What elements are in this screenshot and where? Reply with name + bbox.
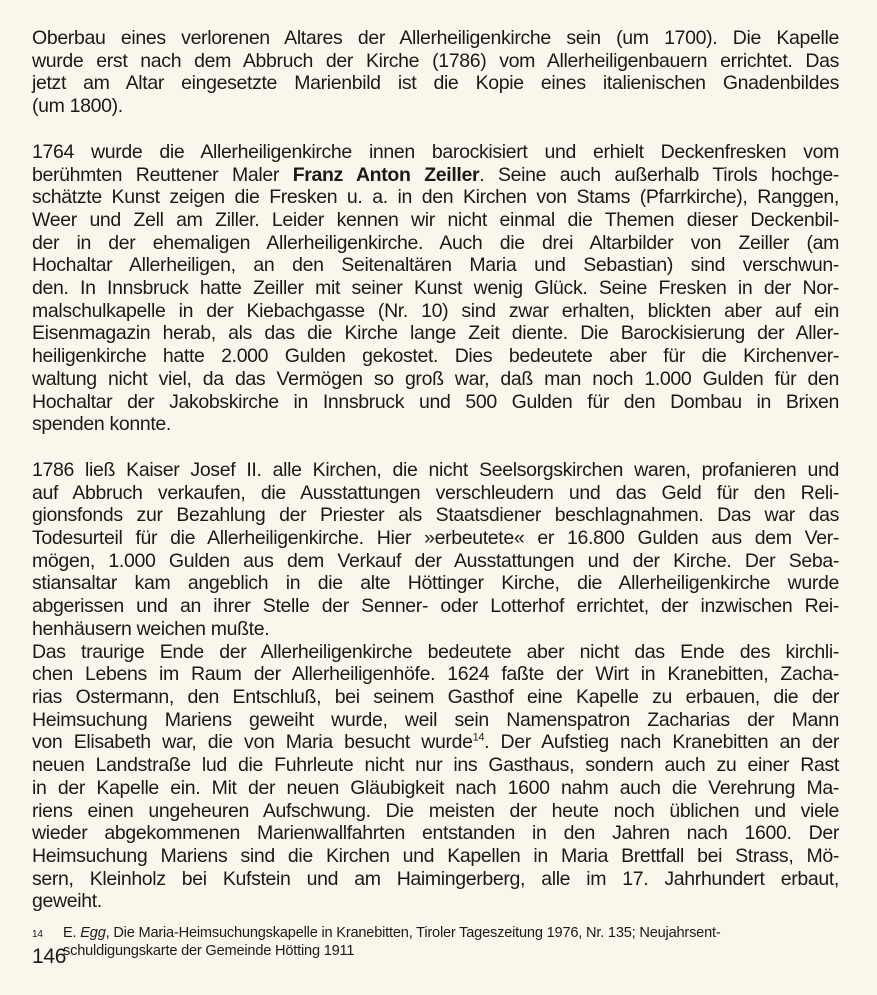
text-line: Hochaltar Allerheiligen, an den Seitenaltären Maria und Sebastian) sind verschwun- (32, 254, 839, 277)
text-line: den. In Innsbruck hatte Zeiller mit seiner Kunst wenig Glück. Seine Fresken in der Nor- (32, 277, 839, 300)
text-line: geweiht. (32, 890, 102, 913)
text-run: von Elisabeth war, die von Maria besucht wurde (32, 731, 473, 754)
text-line: auf Abbruch verkaufen, die Ausstattungen verschleudern und das Geld für den Reli- (32, 481, 839, 504)
artist-name-bold: Franz Anton Zeiller (292, 163, 480, 186)
text-line: (um 1800). (32, 95, 123, 118)
text-run: E. (63, 925, 81, 942)
text-line-with-bold (32, 164, 839, 187)
text-line: Oberbau eines verlorenen Altares der Allerheiligenkirche sein (um 1700). Die Kapelle (32, 27, 839, 49)
text-line: Das traurige Ende der Allerheiligenkirche bedeutete aber nicht das Ende des kirchli- (32, 640, 839, 663)
footnote (32, 924, 839, 960)
text-line: Hochaltar der Jakobskirche in Innsbruck und 500 Gulden für den Dombau in Brixen (32, 390, 839, 413)
text-run: , Die Maria-Heimsuchungskapelle in Kranebitten, Tiroler Tageszeitung 1976, Nr. 135; Neujahrsent- (105, 925, 721, 942)
text-line: jetzt am Altar eingesetzte Marienbild ist die Kopie eines italienischen Gnadenbildes (32, 72, 839, 95)
paragraph-1 (32, 27, 839, 118)
text-line: sern, Kleinholz bei Kufstein und am Haimingerberg, alle im 17. Jahrhundert erbaut, (32, 867, 839, 890)
text-run: . Seine auch außerhalb Tirols hochge- (479, 163, 839, 186)
text-line: der in der ehemaligen Allerheiligenkirche. Auch die drei Altarbilder von Zeiller (am (32, 231, 839, 254)
text-line: gionsfonds zur Bezahlung der Priester als Staatsdiener beschlagnahmen. Das war das (32, 504, 839, 527)
text-line: wurde erst nach dem Abbruch der Kirche (1786) vom Allerheiligenbauern errichtet. Das (32, 49, 839, 72)
text-line: Heimsuchung Mariens geweiht wurde, weil sein Namenspatron Zacharias der Mann (32, 708, 839, 731)
text-line: abgerissen und an ihrer Stelle der Senner- oder Lotterhof errichtet, der inzwischen Rei- (32, 595, 839, 618)
footnote-reference[interactable]: 14 (472, 731, 485, 744)
text-line: neuen Landstraße lud die Fuhrleute nicht nur ins Gasthaus, sondern auch zu einer Rast (32, 754, 839, 777)
text-line: in der Kapelle ein. Mit der neuen Gläubigkeit nach 1600 nahm auch die Verehrung Ma- (32, 776, 839, 799)
paragraph-3 (32, 459, 839, 641)
text-line: schätzte Kunst zeigen die Fresken u. a. in den Kirchen von Stams (Pfarrkirche), Ranggen, (32, 186, 839, 209)
text-line: wieder abgekommenen Marienwallfahrten entstanden in den Jahren nach 1600. Der (32, 822, 839, 845)
page-number: 146 (32, 945, 67, 968)
text-line: Weer und Zell am Ziller. Leider kennen wir nicht einmal die Themen dieser Deckenbil- (32, 208, 839, 231)
text-line-with-footnote-ref (32, 731, 839, 754)
text-line: 1764 wurde die Allerheiligenkirche innen barockisiert und erhielt Deckenfresken vom (32, 140, 839, 163)
text-line: chen Lebens im Raum der Allerheiligenhöfe. 1624 faßte der Wirt in Kranebitten, Zacha- (32, 663, 839, 686)
text-line: 1786 ließ Kaiser Josef II. alle Kirchen, die nicht Seelsorgskirchen waren, profanieren und (32, 458, 839, 481)
text-line: stiansaltar kam angeblich in die alte Höttinger Kirche, die Allerheiligenkirche wurde (32, 572, 839, 595)
text-line: malschulkapelle in der Kiebachgasse (Nr. 10) sind zwar erhalten, blickten aber auf ein (32, 299, 839, 322)
text-line: mögen, 1.000 Gulden aus dem Verkauf der Ausstattungen und der Kirche. Der Seba- (32, 549, 839, 572)
text-line: Eisenmagazin herab, als das die Kirche lange Zeit diente. Die Barockisierung der Aller- (32, 322, 839, 345)
text-line: Todesurteil für die Allerheiligenkirche. Hier »erbeutete« er 16.800 Gulden aus dem Ver- (32, 527, 839, 550)
paragraph-2 (32, 141, 839, 436)
text-line: riens einen ungeheuren Aufschwung. Die meisten der heute noch üblichen und viele (32, 799, 839, 822)
text-line: spenden konnte. (32, 413, 171, 436)
text-run: . Der Aufstieg nach Kranebitten an der (484, 731, 839, 754)
footnote-line: schuldigungskarte der Gemeinde Hötting 1911 (63, 943, 355, 960)
author-name-italic: Egg (80, 925, 106, 942)
footnote-number: 14 (32, 929, 43, 941)
footnote-line (63, 924, 839, 942)
text-line: Heimsuchung Mariens sind die Kirchen und Kapellen in Maria Brettfall bei Strass, Mö- (32, 844, 839, 867)
text-line: rias Ostermann, den Entschluß, bei seinem Gasthof eine Kapelle zu erbauen, die der (32, 685, 839, 708)
paragraph-4 (32, 641, 839, 913)
text-line: waltung nicht viel, da das Vermögen so groß war, daß man noch 1.000 Gulden für den (32, 367, 839, 390)
text-run: berühmten Reuttener Maler (32, 163, 293, 186)
text-line: henhäusern weichen mußte. (32, 617, 270, 640)
text-line: heiligenkirche hatte 2.000 Gulden gekostet. Dies bedeutete aber für die Kirchenver- (32, 345, 839, 368)
